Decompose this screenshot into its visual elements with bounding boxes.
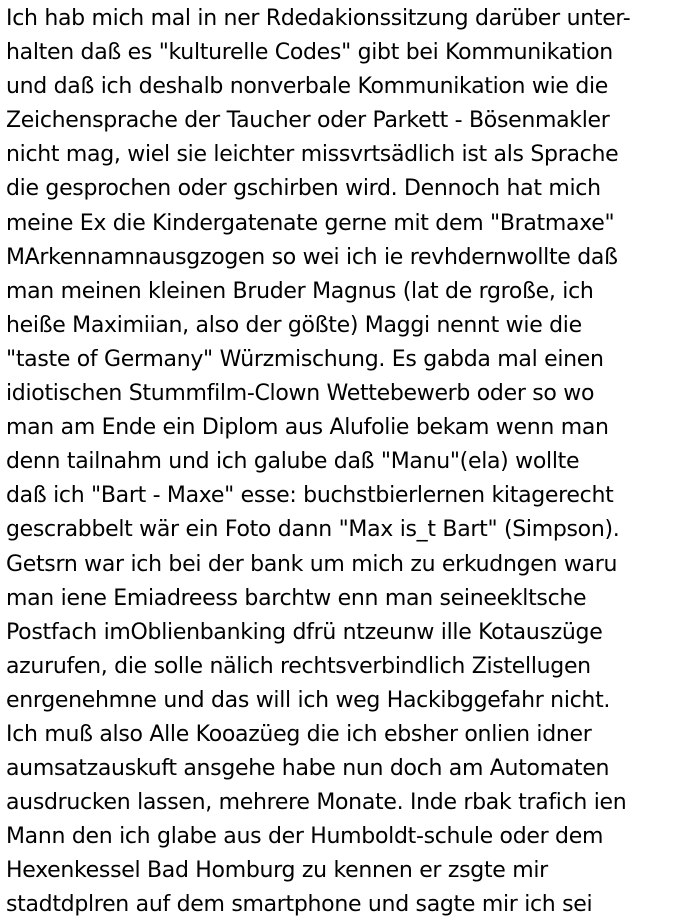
text-line: heiße Maximiian, also der gößte) Maggi nennt wie die <box>6 312 582 338</box>
text-line: gescrabbelt wär ein Foto dann "Max is_t Bart" (Simpson). <box>6 517 620 543</box>
text-line: man am Ende ein Diplom aus Alufolie bekam wenn man <box>6 415 609 441</box>
text-line: Getsrn war ich bei der bank um mich zu erkudngen waru <box>6 551 618 577</box>
text-line: halten daß es "kulturelle Codes" gibt bei Kommunikation <box>6 40 613 66</box>
text-line: aumsatzauskuft ansgehe habe nun doch am Automaten <box>6 756 610 782</box>
text-line: man meinen kleinen Bruder Magnus (lat de rgroße, ich <box>6 278 594 304</box>
text-line: Postfach imOblienbanking dfrü ntzeunw ille Kotauszüge <box>6 619 603 645</box>
text-line: ausdrucken lassen, mehrere Monate. Inde rbak trafich ien <box>6 790 627 816</box>
text-line: MArkennamnausgzogen so wei ich ie revhdernwollte daß <box>6 244 618 270</box>
text-line: "taste of Germany" Würzmischung. Es gabda mal einen <box>6 346 604 372</box>
text-line: azurufen, die solle nälich rechtsverbindlich Zistellugen <box>6 653 591 679</box>
text-line: die gesprochen oder gschirben wird. Dennoch hat mich <box>6 176 601 202</box>
text-line: Zeichensprache der Taucher oder Parkett - Bösenmakler <box>6 108 610 134</box>
document-text <box>6 2 682 923</box>
text-line: idiotischen Stummfilm-Clown Wettebewerb oder so wo <box>6 381 595 407</box>
text-line: Hexenkessel Bad Homburg zu kennen er zsgte mir <box>6 858 548 884</box>
text-line: denn tailnahm und ich galube daß "Manu"(ela) wollte <box>6 449 580 475</box>
text-line: und daß ich deshalb nonverbale Kommunikation wie die <box>6 74 609 100</box>
text-line: Ich hab mich mal in ner Rdedakionssitzung darüber unter- <box>6 6 631 31</box>
text-line: daß ich "Bart - Maxe" esse: buchstbierlernen kitagerecht <box>6 483 614 509</box>
text-line: man iene Emiadreess barchtw enn man seineekltsche <box>6 585 587 611</box>
text-line: Mann den ich glabe aus der Humboldt-schule oder dem <box>6 824 604 850</box>
text-line: meine Ex die Kindergatenate gerne mit dem "Bratmaxe" <box>6 210 615 236</box>
text-line: nicht mag, wiel sie leichter missvrtsädlich ist als Sprache <box>6 142 619 168</box>
text-line: Ich muß also Alle Kooazüeg die ich ebsher onlien idner <box>6 721 592 747</box>
text-line: stadtdplren auf dem smartphone und sagte mir ich sei <box>6 892 593 918</box>
text-line: enrgenehmne und das will ich weg Hackibggefahr nicht. <box>6 687 611 713</box>
